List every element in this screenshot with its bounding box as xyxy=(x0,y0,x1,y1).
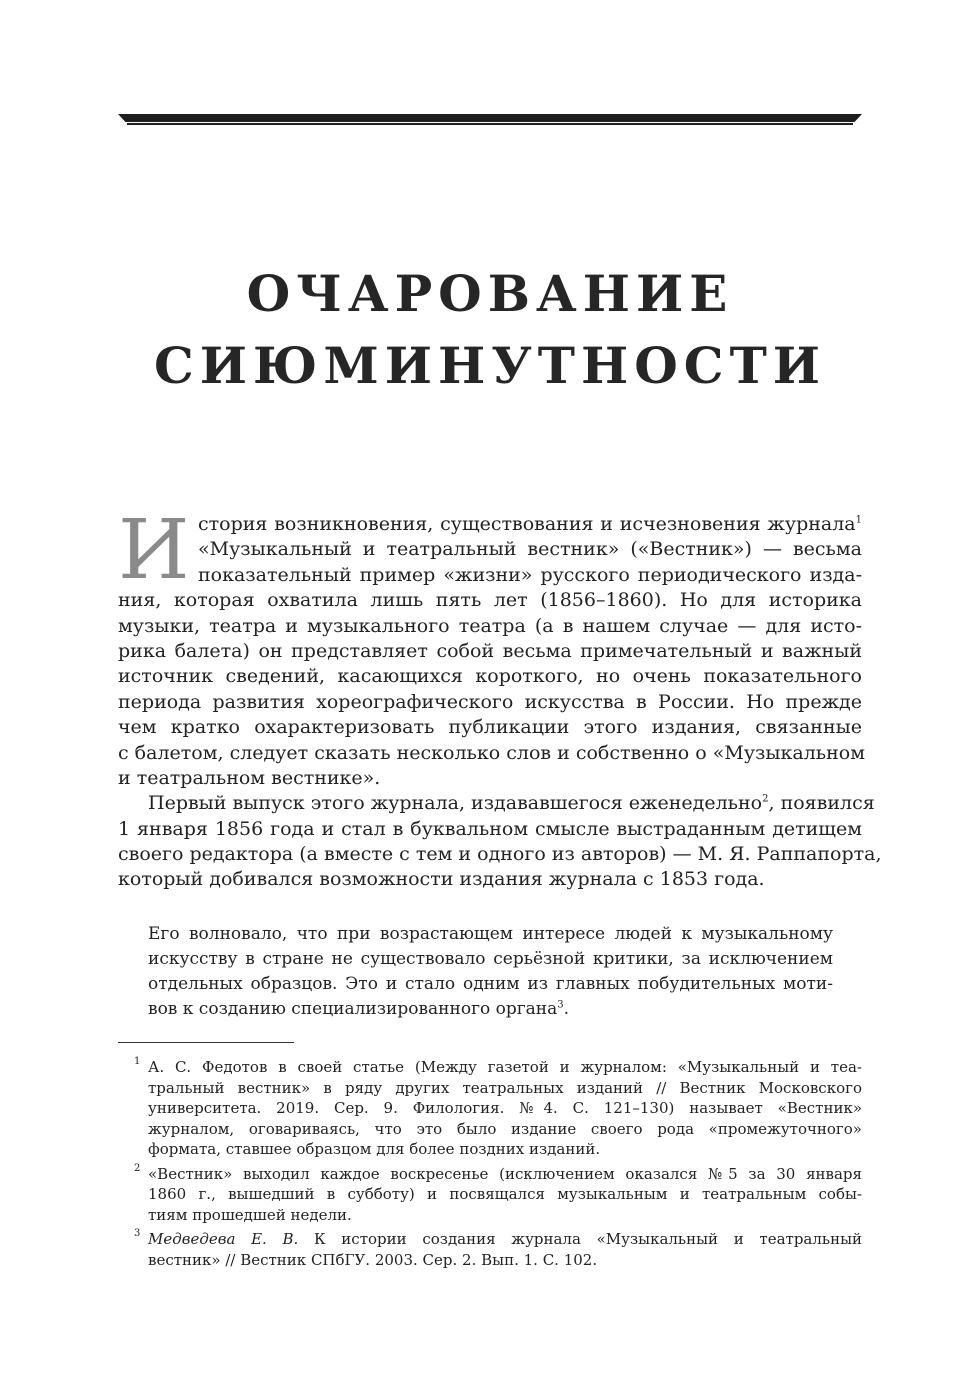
footnote-mark: 2 xyxy=(134,1162,141,1174)
paragraph-line: своего редактора (а вместе с тем и одного из авторов) — М. Я. Раппапорта, xyxy=(118,843,882,866)
footnote-3 xyxy=(118,1229,862,1270)
footnote-ref[interactable]: 1 xyxy=(855,514,862,526)
paragraph-line: с балетом, следует сказать несколько слов и собственно о «Музыкальном xyxy=(118,741,865,764)
paragraph-line: «Музыкальный и театральный вестник» («Вестник») — весьма xyxy=(198,538,862,561)
paragraph-1 xyxy=(118,503,865,791)
footnotes xyxy=(118,1057,862,1274)
paragraph-line: показательный пример «жизни» русского периодического изда- xyxy=(198,563,862,586)
paragraph-line: ния, которая охватила лишь пять лет (1856–1860). Но для историка xyxy=(118,589,862,612)
paragraph-line: источник сведений, касающихся короткого, но очень показательного xyxy=(118,665,862,688)
paragraph-line: 1 января 1856 года и стал в буквальном смысле выстраданным детищем xyxy=(118,817,862,840)
paragraph-line: рика балета) он представляет собой весьма примечательный и важный xyxy=(118,639,862,662)
footnote-line: университета. 2019. Сер. 9. Филология. №4. С. 121–130) называет «Вестник» xyxy=(148,1099,862,1117)
footnote-separator xyxy=(118,1042,294,1043)
paragraph-line: который добивался возможности издания журнала с 1853 года. xyxy=(118,868,765,891)
footnote-line: «Вестник» выходил каждое воскресенье (исключением оказался №5 за 30 января xyxy=(148,1164,862,1183)
chapter-title-line-1: ОЧАРОВАНИЕ xyxy=(246,264,734,323)
footnote-1 xyxy=(118,1057,862,1160)
footnote-line: 1860 г., вышедший в субботу) и посвящался музыкальным и театральным собы- xyxy=(148,1185,862,1203)
footnote-line: вестник» // Вестник СПбГУ. 2003. Сер. 2. Вып. 1. С. 102. xyxy=(148,1250,598,1269)
footnote-line: тиям прошедшей недели. xyxy=(148,1205,352,1224)
paragraph-line: и театральном вестнике». xyxy=(118,766,381,789)
footnote-author: Медведева Е. В. xyxy=(148,1230,299,1248)
footnote-line: журналом, оговариваясь, что это было издание своего рода «промежуточного» xyxy=(148,1119,862,1138)
chapter-title-line-2: СИЮМИНУТНОСТИ xyxy=(153,336,827,395)
drop-cap: И xyxy=(118,503,190,598)
chapter-title xyxy=(118,258,862,402)
chapter-top-rule-thin xyxy=(127,123,853,125)
footnote-2 xyxy=(118,1164,862,1226)
quote-line: Его волновало, что при возрастающем интересе людей к музыкальному xyxy=(148,924,833,944)
footnote-line: Медведева Е. В. К истории создания журнала «Музыкальный и театральный xyxy=(148,1230,863,1248)
block-quote xyxy=(148,922,833,1022)
footnote-ref[interactable]: 2 xyxy=(762,793,769,805)
paragraph-line: музыки, театра и музыкального театра (а в нашем случае — для исто- xyxy=(118,614,862,637)
footnote-ref[interactable]: 3 xyxy=(557,999,564,1011)
footnote-line: формата, ставшее образцом для более поздних изданий. xyxy=(148,1140,601,1158)
paragraph-line: стория возникновения, существования и исчезновения журнала$^1$ xyxy=(198,513,862,535)
paragraph-2 xyxy=(118,791,882,893)
chapter-top-rule xyxy=(118,114,862,122)
quote-line: отдельных образцов. Это и стало одним из главных побудительных моти- xyxy=(148,974,833,994)
quote-line: искусству в стране не существовало серьёзной критики, за исключением xyxy=(148,949,833,969)
footnote-line: А. С. Федотов в своей статье (Между газетой и журналом: «Музыкальный и теа- xyxy=(148,1058,862,1076)
quote-line: вов к созданию специализированного органа$^3$. xyxy=(148,999,570,1019)
footnote-line: тральный вестник» в ряду других театральных изданий // Вестник Московского xyxy=(148,1078,862,1097)
paragraph-line: чем кратко охарактеризовать публикации этого издания, связанные xyxy=(118,716,862,739)
footnote-mark: 1 xyxy=(134,1056,141,1067)
paragraph-line: периода развития хореографического искусства в России. Но прежде xyxy=(118,690,862,713)
main-text xyxy=(118,503,882,893)
footnote-mark: 3 xyxy=(134,1228,141,1239)
paragraph-line: Первый выпуск этого журнала, издававшегося еженедельно$^2$, появился xyxy=(148,792,875,815)
